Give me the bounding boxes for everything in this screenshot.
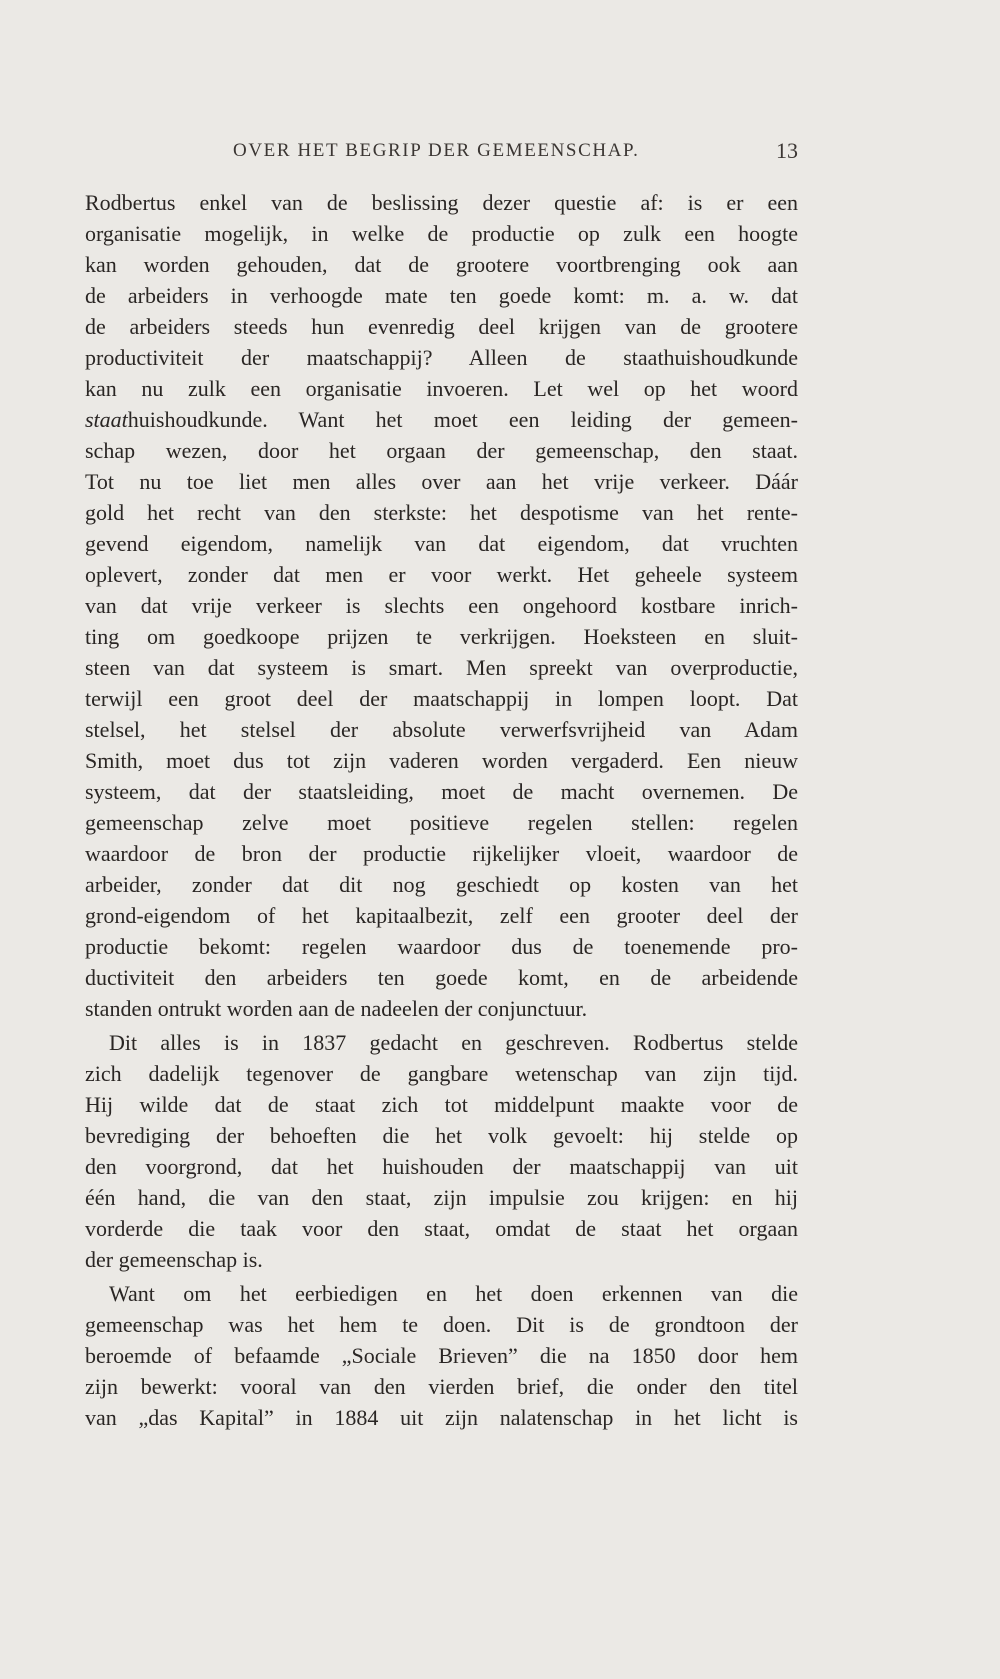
running-head: OVER HET BEGRIP DER GEMEENSCHAP.	[233, 140, 640, 161]
text-line: Rodbertus enkel van de beslissing dezer questie af: is er een	[85, 190, 798, 215]
page-header	[85, 138, 798, 168]
text-line: van „das Kapital” in 1884 uit zijn nalatenschap in het licht is	[85, 1405, 798, 1430]
text-line: zijn bewerkt: vooral van den vierden brief, die onder den titel	[85, 1374, 798, 1399]
paragraph-1	[85, 187, 798, 1024]
text-line: oplevert, zonder dat men er voor werkt. Het geheele systeem	[85, 562, 798, 587]
text-line: gemeenschap was het hem te doen. Dit is de grondtoon der	[85, 1312, 798, 1337]
text-line: standen ontrukt worden aan de nadeelen der conjunctuur.	[85, 996, 588, 1021]
text-line: ductiviteit den arbeiders ten goede komt, en de arbeidende	[85, 965, 798, 990]
text-line: de arbeiders in verhoogde mate ten goede komt: m. a. w. dat	[85, 283, 798, 308]
text-line: terwijl een groot deel der maatschappij in lompen loopt. Dat	[85, 686, 798, 711]
italic-emphasis: staat	[85, 407, 128, 432]
text-line: organisatie mogelijk, in welke de productie op zulk een hoogte	[85, 221, 798, 246]
text-line: de arbeiders steeds hun evenredig deel krijgen van de grootere	[85, 314, 798, 339]
text-line: schap wezen, door het orgaan der gemeenschap, den staat.	[85, 438, 798, 463]
text-line: Hij wilde dat de staat zich tot middelpunt maakte voor de	[85, 1092, 798, 1117]
text-line: gold het recht van den sterkste: het despotisme van het rente-	[85, 500, 798, 525]
text-line: waardoor de bron der productie rijkelijker vloeit, waardoor de	[85, 841, 798, 866]
text-line: Smith, moet dus tot zijn vaderen worden vergaderd. Een nieuw	[85, 748, 798, 773]
text-line	[85, 404, 798, 435]
text-line: gemeenschap zelve moet positieve regelen stellen: regelen	[85, 810, 798, 835]
text-line: Want om het eerbiedigen en het doen erkennen van die	[109, 1281, 798, 1306]
text-line: den voorgrond, dat het huishouden der maatschappij van uit	[85, 1154, 798, 1179]
text-line: arbeider, zonder dat dit nog geschiedt op kosten van het	[85, 872, 798, 897]
text-line: vorderde die taak voor den staat, omdat de staat het orgaan	[85, 1216, 798, 1241]
text-line: productiviteit der maatschappij? Alleen de staathuishoudkunde	[85, 345, 798, 370]
text-line: Dit alles is in 1837 gedacht en geschreven. Rodbertus stelde	[109, 1030, 798, 1055]
page-number: 13	[776, 138, 798, 163]
text-line: zich dadelijk tegenover de gangbare wetenschap van zijn tijd.	[85, 1061, 798, 1086]
body-text	[85, 187, 798, 1433]
text-line: één hand, die van den staat, zijn impulsie zou krijgen: en hij	[85, 1185, 798, 1210]
paragraph-3	[85, 1278, 798, 1433]
text-line: gevend eigendom, namelijk van dat eigendom, dat vruchten	[85, 531, 798, 556]
text-line: van dat vrije verkeer is slechts een ongehoord kostbare inrich-	[85, 593, 798, 618]
text-line: stelsel, het stelsel der absolute verwerfsvrijheid van Adam	[85, 717, 798, 742]
paragraph-2	[85, 1027, 798, 1275]
text-line: der gemeenschap is.	[85, 1247, 263, 1272]
text-line: kan worden gehouden, dat de grootere voortbrenging ook aan	[85, 252, 798, 277]
text-line: kan nu zulk een organisatie invoeren. Let wel op het woord	[85, 376, 798, 401]
text-line: beroemde of befaamde „Sociale Brieven” die na 1850 door hem	[85, 1343, 798, 1368]
text-line: Tot nu toe liet men alles over aan het vrije verkeer. Dáár	[85, 469, 798, 494]
text-span: huishoudkunde. Want het moet een leiding der gemeen-	[127, 407, 798, 432]
text-line: bevrediging der behoeften die het volk gevoelt: hij stelde op	[85, 1123, 798, 1148]
text-line: steen van dat systeem is smart. Men spreekt van overproductie,	[85, 655, 798, 680]
text-line: productie bekomt: regelen waardoor dus de toenemende pro-	[85, 934, 798, 959]
text-line: grond-eigendom of het kapitaalbezit, zelf een grooter deel der	[85, 903, 798, 928]
text-line: ting om goedkoope prijzen te verkrijgen. Hoeksteen en sluit-	[85, 624, 798, 649]
text-line: systeem, dat der staatsleiding, moet de macht overnemen. De	[85, 779, 798, 804]
